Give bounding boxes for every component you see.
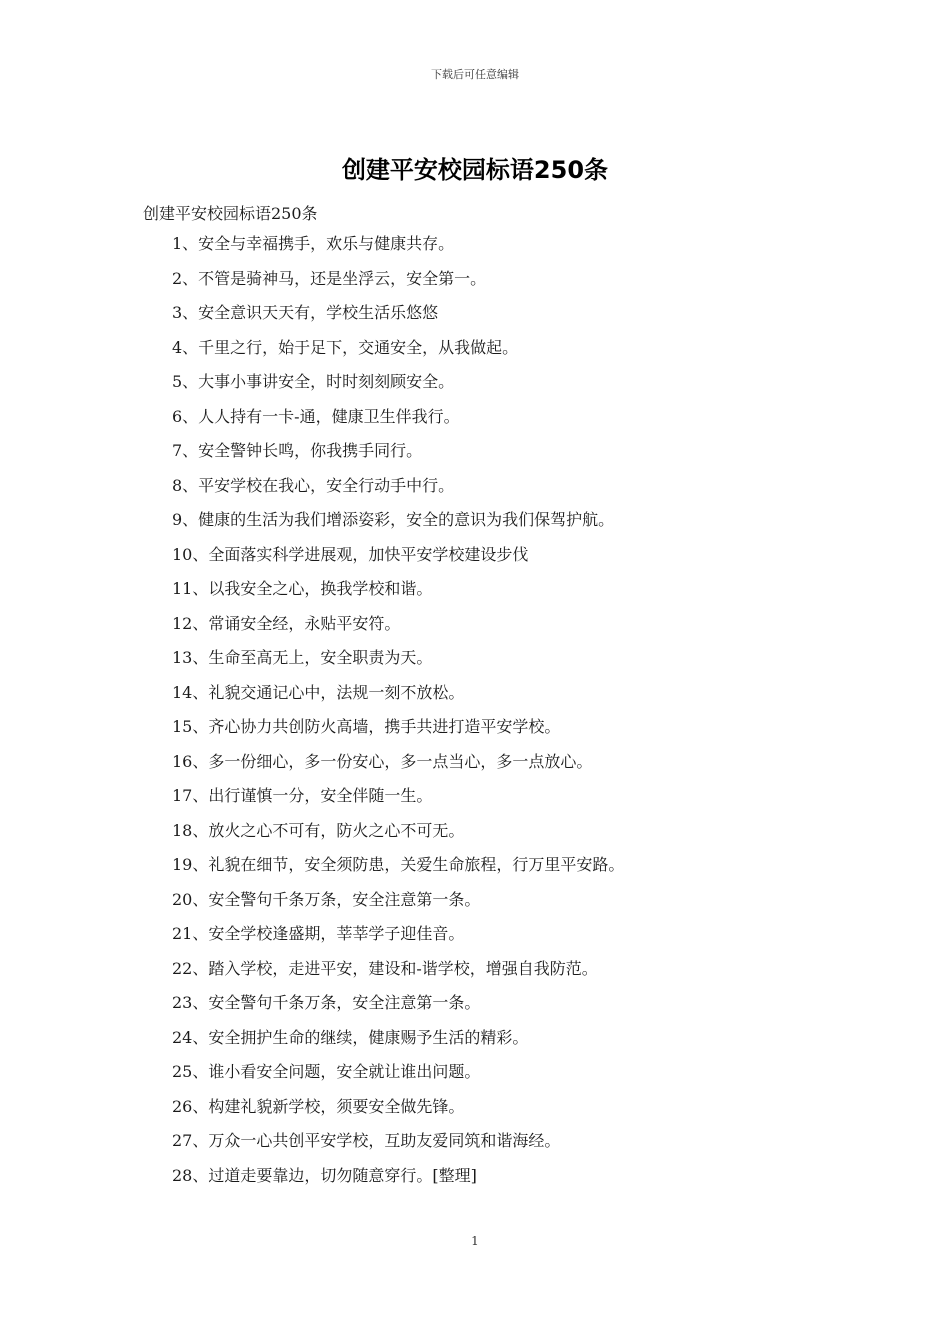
list-item: 12、常诵安全经，永贴平安符。 bbox=[172, 613, 401, 633]
list-item: 27、万众一心共创平安学校，互助友爱同筑和谐海经。 bbox=[172, 1131, 561, 1150]
list-item: 9、健康的生活为我们增添姿彩，安全的意识为我们保驾护航。 bbox=[172, 510, 615, 529]
list-item: 16、多一份细心，多一份安心，多一点当心，多一点放心。 bbox=[172, 751, 593, 771]
page-number: 1 bbox=[471, 1234, 479, 1248]
list-item: 22、踏入学校，走进平安，建设和-谐学校，增强自我防范。 bbox=[172, 958, 598, 978]
list-item: 15、齐心协力共创防火高墙，携手共进打造平安学校。 bbox=[172, 717, 561, 736]
list-item: 20、安全警句千条万条，安全注意第一条。 bbox=[172, 889, 481, 909]
list-item: 28、过道走要靠边，切勿随意穿行。[整理] bbox=[172, 1165, 477, 1185]
list-item: 1、安全与幸福携手，欢乐与健康共存。 bbox=[172, 234, 455, 253]
list-item: 13、生命至高无上，安全职责为天。 bbox=[172, 648, 433, 667]
list-item: 11、以我安全之心，换我学校和谐。 bbox=[172, 579, 433, 598]
list-item: 4、千里之行，始于足下，交通安全，从我做起。 bbox=[172, 337, 519, 357]
slogan-list bbox=[172, 232, 624, 1198]
list-item: 25、谁小看安全问题，安全就让谁出问题。 bbox=[172, 1062, 481, 1081]
list-item: 7、安全警钟长鸣，你我携手同行。 bbox=[172, 441, 423, 460]
list-item: 26、构建礼貌新学校，须要安全做先锋。 bbox=[172, 1096, 465, 1116]
list-item: 3、安全意识天天有，学校生活乐悠悠 bbox=[172, 303, 439, 322]
header-note: 下载后可任意编辑 bbox=[431, 68, 519, 81]
list-item: 14、礼貌交通记心中，法规一刻不放松。 bbox=[172, 682, 465, 702]
list-item: 19、礼貌在细节，安全须防患，关爱生命旅程，行万里平安路。 bbox=[172, 855, 625, 874]
list-item: 10、全面落实科学进展观，加快平安学校建设步伐 bbox=[172, 544, 529, 564]
list-item: 5、大事小事讲安全，时时刻刻顾安全。 bbox=[172, 372, 455, 391]
subtitle: 创建平安校园标语250条 bbox=[143, 204, 318, 223]
list-item: 6、人人持有一卡-通，健康卫生伴我行。 bbox=[172, 406, 460, 426]
list-item: 21、安全学校逢盛期，莘莘学子迎佳音。 bbox=[172, 924, 465, 943]
page-title: 创建平安校园标语250条 bbox=[341, 156, 609, 184]
list-item: 2、不管是骑神马，还是坐浮云，安全第一。 bbox=[172, 268, 487, 288]
list-item: 23、安全警句千条万条，安全注意第一条。 bbox=[172, 993, 481, 1012]
list-item: 17、出行谨慎一分，安全伴随一生。 bbox=[172, 786, 433, 805]
list-item: 18、放火之心不可有，防火之心不可无。 bbox=[172, 820, 465, 840]
list-item: 8、平安学校在我心，安全行动手中行。 bbox=[172, 475, 455, 495]
list-item: 24、安全拥护生命的继续，健康赐予生活的精彩。 bbox=[172, 1027, 529, 1047]
